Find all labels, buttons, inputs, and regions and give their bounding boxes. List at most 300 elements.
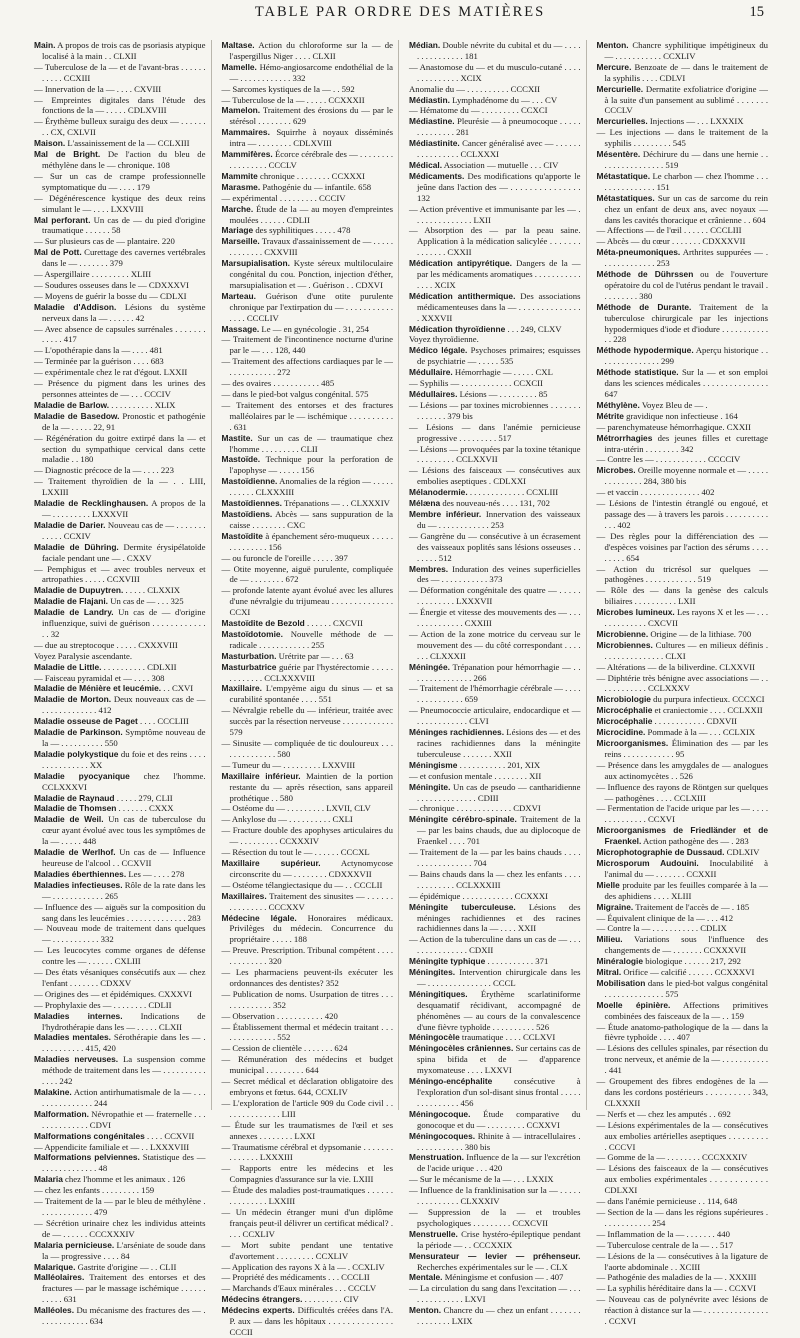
entry-heading: Microcéphalie [596, 716, 653, 727]
index-entry [597, 1196, 769, 1207]
entry-text: — Lésions — provoquées par la toxine tétanique . . . . . . . . . CCLXXVII [409, 443, 581, 465]
index-entry [222, 291, 394, 324]
index-entry [409, 607, 581, 629]
entry-text: Anomalies de la région — . . . . . . . . . . . CLXXXIII [229, 476, 393, 498]
index-entry [34, 945, 206, 967]
entry-text: — Tuberculose de la — . . . . . CCXXXII [221, 94, 365, 105]
entry-text: ou de l'ouverture opératoire du col de l'utérus pendant le travail . . . . . . . . . 380 [604, 269, 769, 301]
entry-heading: Membres. [409, 563, 449, 574]
index-entry [34, 923, 206, 945]
entry-text: Pronostic et pathogénie de la — . . . . . 22, 91 [42, 410, 206, 432]
index-column-1 [34, 40, 212, 1327]
index-entry [34, 476, 206, 498]
index-entry [409, 258, 581, 291]
entry-text: — Traitement de l'incontinence nocturne d'urine par le — . . . 128, 440 [221, 334, 393, 356]
entry-heading: Méningite tuberculeuse. [409, 901, 516, 912]
index-entry [34, 1131, 206, 1142]
index-entry [597, 454, 769, 465]
entry-heading: Maladie de Darier. [34, 519, 106, 530]
index-entry [34, 585, 206, 596]
entry-text: — Observation . . . . . . . . . . . 420 [221, 1010, 338, 1021]
entry-text: — Action de la tuberculine dans un cas de — . . . . . . . . . . . . . . . CDXII [409, 934, 581, 956]
entry-text: — Tuberculose centrale de la — . . 517 [596, 1239, 734, 1250]
index-entry [597, 1294, 769, 1327]
entry-heading: Médicaments. [409, 170, 465, 181]
index-entry [222, 705, 394, 738]
entry-text: — Tuberculose de la — et de l'avant-bras . . . . . . . . . . . CCXIII [34, 61, 206, 83]
entry-text: — Érythème bulleux suraigu des deux — . . . . . . . . CX, CXLVII [34, 116, 206, 138]
index-column-3 [409, 40, 587, 1327]
index-entry [222, 62, 394, 84]
entry-heading: Médico légale. [409, 345, 468, 356]
index-entry [409, 105, 581, 116]
entry-heading: Malformations pelviennes. [34, 1152, 140, 1163]
index-entry [222, 356, 394, 378]
entry-heading: Mammaires. [221, 127, 270, 138]
entry-text: biologique . . . . . . 217, 292 [645, 956, 742, 967]
index-entry [409, 564, 581, 586]
entry-text: — expérimental . . . . . . . . . CCCIV [221, 192, 346, 203]
entry-text: — Absorption des — par la peau saine. Application à la médication salicylée . . . . . . . . . . . . . . CXXII [409, 225, 581, 258]
entry-text: — Traitement de la — par les bains chauds . . . . . . . . . . . . . . . . . 704 [409, 847, 581, 868]
index-entry [222, 1240, 394, 1262]
entry-text: — Ankylose du — . . . . . . . . . . CXLI [221, 814, 353, 825]
index-entry [222, 149, 394, 171]
index-entry [409, 1229, 581, 1251]
entry-heading: Maladie osseuse de Paget [34, 716, 138, 727]
index-entry [34, 716, 206, 727]
entry-heading: Maxillaire inférieur. [221, 770, 301, 781]
entry-heading: Mamelon. [221, 105, 261, 116]
entry-text: des syphilitiques . . . . . 478 [255, 225, 351, 236]
entry-text: — Traitement des entorses et des fractures malléolaires par le — ischémique . . . . . . . . . . . 631 [221, 399, 393, 432]
index-entry [597, 727, 769, 738]
entry-heading: Médullaire. [409, 367, 453, 378]
entry-text: — Syphilis — . . . . . . . . . . . . CCXCII [409, 378, 543, 389]
entry-text: L'empyème aigu du sinus — et sa curabilité spontanée . . . . 551 [229, 683, 394, 705]
index-entry [597, 913, 769, 924]
index-entry [597, 1229, 769, 1240]
index-entry [34, 269, 206, 280]
index-entry [597, 640, 769, 662]
entry-heading: Maladie de Little. [34, 661, 102, 672]
index-entry [222, 40, 394, 62]
entry-text: — Lésions — dans l'anémie pernicieuse progressive . . . . . . . . . 517 [409, 421, 581, 443]
entry-text: — chez les enfants . . . . . . . . . 159 [34, 1185, 155, 1196]
entry-heading: Menstruation. [409, 1152, 464, 1163]
entry-text: — Propriété des médicaments . . . CCCLII [221, 1272, 370, 1283]
entry-text: . . . . . . CXCVII [306, 618, 363, 629]
entry-text: A propos de trois cas de psoriasis atypique localisé à la main . . CLXII [42, 40, 206, 61]
entry-heading: Microorganismes de Friedländer et de Fraenkel. [596, 825, 768, 847]
entry-text: — Pneumococcie articulaire, endocardique et — . . . . . . . . . . . . CLVI [409, 705, 581, 727]
index-entry [597, 967, 769, 978]
entry-text: Nouveau cas de — . . . . . . . . . . . . CCXIV [42, 519, 206, 541]
index-entry [409, 891, 581, 902]
index-entry [34, 749, 206, 771]
entry-heading: Microbiologie [596, 694, 651, 705]
entry-text: . . . . . . . . . . . 371 [487, 956, 549, 967]
entry-text: — La syphilis héréditaire dans la — . CCXVI [596, 1283, 756, 1294]
entry-text: Lésions — . . . . . . . . . 85 [459, 389, 548, 399]
index-entry [222, 760, 394, 771]
entry-heading: Mobilisation [596, 977, 646, 988]
index-entry [597, 1283, 769, 1294]
entry-heading: Médecins experts. [221, 1305, 295, 1316]
entry-text: Action pathogène des — . 283 [642, 836, 749, 847]
index-entry [597, 1240, 769, 1251]
entry-heading: Mariage [221, 225, 254, 236]
index-entry [409, 291, 581, 324]
entry-text: du purpura infectieux. CCCXCI [653, 694, 765, 705]
entry-heading: Médication antithermique. [409, 290, 516, 301]
index-entry [597, 673, 769, 695]
index-column-2 [221, 40, 400, 1337]
entry-text: — Influence des rayons de Röntgen sur quelques — pathogènes . . . . CCLXIII [596, 781, 768, 803]
index-entry [409, 1032, 581, 1043]
entry-text: — Secret médical et déclaration obligatoire des embryons et fœtus. 644, CCXLIV [221, 1076, 393, 1097]
entry-text: — Soudures osseuses dans le — CDXXXVI [34, 279, 189, 290]
entry-text: Curettage des cavernes vertébrales dans le — . . . . . . . 379 [42, 247, 206, 269]
entry-text: chez l'homme et les animaux . 126 [65, 1174, 186, 1185]
entry-text: — Aspergillaire . . . . . . . . . XLIII [34, 269, 152, 280]
entry-heading: Microphotographie de Dussaud. [596, 847, 725, 858]
entry-text: — Dégénérescence kystique des deux reins simulant le — . . . . LXXVIII [34, 192, 206, 214]
index-entry [409, 324, 581, 335]
entry-text: Guérison d'une otite purulente chronique par l'extirpation du — . . . . . . . . . . . . . . . CCCLIV [229, 290, 393, 323]
entry-text: Pommade à la — . . . CCLXIX [647, 727, 756, 738]
entry-text: Symptôme nouveau de la — . . . . . . . . . . 550 [42, 727, 206, 748]
entry-heading: Méthylène. [596, 399, 640, 410]
index-entry [222, 182, 394, 193]
entry-text: — Appendicite familiale et — . . LXXXVIII [34, 1141, 190, 1152]
index-entry [597, 411, 769, 422]
index-entry [222, 193, 394, 204]
index-entry [409, 334, 581, 345]
index-entry [409, 531, 581, 564]
entry-heading: Mamelle. [221, 61, 257, 72]
entry-heading: Mésentère. [596, 149, 641, 160]
entry-text: — Faisceau pyramidal et — . . . . 308 [34, 672, 165, 683]
index-column-4 [596, 40, 769, 1327]
index-entry [222, 891, 394, 913]
index-entry [34, 1011, 206, 1033]
entry-heading: Métastatique. [596, 170, 651, 181]
entry-heading: Masturbation. [221, 650, 277, 661]
entry-text: et craniectomie . . . . CCLXXII [654, 705, 763, 716]
entry-heading: Maladie de Flajani. [34, 596, 109, 607]
entry-heading: Maladie de Dupuytren. [34, 585, 124, 596]
index-entry [222, 1294, 394, 1305]
index-entry [222, 858, 394, 880]
entry-heading: Main. [34, 40, 56, 50]
entry-text: Variations sous l'influence des changements de — . . . . . . . CCXXXVII [604, 934, 768, 956]
index-entry [409, 400, 581, 422]
entry-heading: Mastoïdiens. [221, 508, 273, 519]
index-entry [597, 716, 769, 727]
entry-text: . . . . . CLXXIX [125, 585, 181, 596]
entry-heading: Maladie de Barlow. [34, 399, 110, 410]
entry-text: Association — mutuelle . . . CIV [443, 159, 559, 170]
entry-text: — et confusion mentale . . . . . . . . XII [409, 770, 542, 781]
index-entry [34, 803, 206, 814]
index-entry [222, 1283, 394, 1294]
entry-text: Les rayons X et les — . . . . . . . . . . . . . CXCVII [604, 607, 769, 629]
index-entry [597, 934, 769, 956]
index-entry [34, 989, 206, 1000]
entry-text: — Lésions de l'intestin étranglé ou engoué, et passage des — à travers les parois . . . . . . . . . . . . . 402 [596, 498, 768, 530]
entry-heading: Mastoïdienne. [221, 476, 278, 487]
entry-heading: Méthode de Durante. [596, 301, 692, 312]
entry-heading: Mastite. [221, 432, 253, 443]
index-entry [34, 411, 206, 433]
entry-text: traumatique . . . . CCLXVI [461, 1032, 556, 1043]
entry-heading: Microbienne. [596, 628, 649, 639]
index-entry [34, 498, 206, 520]
index-entry [34, 727, 206, 749]
index-entry [597, 247, 769, 269]
index-entry [409, 1174, 581, 1185]
index-entry [409, 989, 581, 1033]
entry-text: — Marchands d'Eaux minérales . . . CCCLV [221, 1283, 377, 1294]
entry-text: — Fermentation de l'acide urique par les — . . . . . . . . . . . . . . CCXVI [596, 803, 768, 825]
entry-text: — Les leucocytes comme organes de défense contre les — . . . . . . CXLIII [34, 945, 206, 967]
index-entry [222, 1054, 394, 1076]
index-entry [409, 225, 581, 258]
entry-text: — Bains chauds dans la — chez les enfants . . . . . . . . . . . . . CCLXXXIII [409, 868, 581, 890]
index-entry [597, 171, 769, 193]
entry-text: — Origines des — et épidémiques. CXXXVI [34, 988, 193, 999]
entry-text: Lymphadénome du — . . . CV [452, 94, 558, 105]
index-entry [34, 1142, 206, 1153]
index-entry [34, 1218, 206, 1240]
entry-heading: Maladie de Weil. [34, 814, 104, 825]
entry-heading: Marsupialisation. [221, 258, 290, 269]
index-entry [34, 1152, 206, 1174]
entry-heading: Microorganismes. [596, 738, 669, 748]
index-entry [34, 1109, 206, 1131]
index-entry [34, 651, 206, 662]
index-entry [222, 204, 394, 226]
index-entry [409, 498, 581, 509]
entry-text: — due au streptocoque . . . . . CXXXVIII [34, 639, 178, 650]
index-entry [597, 498, 769, 531]
entry-text: Un cas de — Influence heureuse de l'alcool . . CCXVII [42, 847, 206, 868]
index-entry [597, 127, 769, 149]
index-entry [222, 509, 394, 531]
entry-heading: Maladies nerveuses. [34, 1054, 119, 1065]
index-entry [409, 1207, 581, 1229]
index-entry [409, 847, 581, 869]
entry-heading: Mélæna [409, 498, 441, 509]
index-entry [34, 1087, 206, 1109]
entry-text: Maintien de la portion restante du — après résection, sans appareil prothétique . . 580 [229, 770, 393, 803]
entry-heading: Microbiennes. [596, 639, 653, 650]
index-entry [409, 422, 581, 444]
index-entry [34, 902, 206, 924]
entry-text: Sur certains cas de spina bifida et de — d'apparence myxomateuse . . . . LXXVI [417, 1043, 581, 1076]
entry-text: — Ostéome du — . . . . . . . . . LXVII, CLV [221, 803, 371, 814]
index-entry [597, 433, 769, 455]
entry-text: Double névrite du cubital et du — . . . . . . . . . . . . . . . 181 [417, 40, 581, 61]
entry-text: — Énergie et vitesse des mouvements des — . . . . . . . . . . . . . . CXXIII [409, 607, 581, 629]
index-entry [34, 1240, 206, 1262]
entry-text: Kyste séreux multiloculaire congénital du cou. Ponction, injection d'éther, marsupialisation et — . Guérison . . CDXVI [229, 258, 393, 290]
index-entry [222, 476, 394, 498]
index-entry [597, 422, 769, 433]
index-entry [222, 814, 394, 825]
entry-heading: Maladie de Recklinghausen. [34, 498, 149, 509]
entry-text: Rhinite à — intracellulaires . . . . . . . . . . . . 380 bis [417, 1130, 581, 1152]
entry-text: Nouvelle méthode de — radicale . . . . . . . . . . . . 255 [229, 628, 393, 650]
entry-text: — Action de la zone motrice du cerveau sur le mouvement des — du côté correspondant . . . . . . . CLXXXII [409, 628, 581, 661]
entry-text: — Mort subite pendant une tentative d'avortement . . . . . . . . . CCXLIV [221, 1239, 393, 1261]
entry-text: — Inflammation de la — . . . . . . . 440 [596, 1228, 730, 1239]
entry-text: guérie par l'hystérectomie . . . . . . . . . . . . . CCLXXXVIII [229, 661, 393, 683]
entry-heading: Maladie d'Addison. [34, 301, 117, 312]
entry-heading: Menton. [409, 1305, 442, 1316]
entry-text: — Sur plusieurs cas de — plantaire. 220 [34, 236, 175, 247]
index-entry [34, 880, 206, 902]
index-entry [409, 95, 581, 106]
entry-text: — Traumatisme cérébral et dypsomanie . . . . . . . . . . . . . . LXXXIII [221, 1141, 393, 1163]
index-entry [597, 1207, 769, 1229]
entry-text: Trépanation pour hémorrhagie — . . . . . . . . . . . . . . . 266 [417, 661, 581, 683]
entry-heading: Maxillaires. [221, 890, 267, 901]
entry-heading: Maladie de Landry. [34, 607, 114, 618]
index-entry [34, 1000, 206, 1011]
entry-heading: Malaria [34, 1174, 63, 1185]
entry-text: — Rapports entre les médecins et les Compagnies d'assurance sur la vie. LXIII [221, 1163, 393, 1185]
index-entry [597, 607, 769, 629]
entry-text: Traitement des sinusites — . . . . . . . . . . . . . . . CCCXXV [229, 890, 394, 912]
entry-text: Psychoses primaires; esquisses de psychiatrie — . . . . . 535 [417, 345, 581, 367]
index-entry [222, 967, 394, 989]
entry-text: Inoculabilité à l'animal du — . . . . . . . CCXXII [604, 857, 769, 879]
entry-text: — Contre la — . . . . . . . . . . . CDLIX [596, 923, 727, 934]
index-entry [409, 1076, 581, 1109]
index-entry [222, 498, 394, 509]
entry-heading: Mercurielles. [596, 116, 648, 127]
entry-heading: Maladie de Morton. [34, 694, 112, 705]
index-entry [597, 1022, 769, 1044]
entry-heading: Masturbatrice [221, 661, 277, 672]
index-entry [597, 1109, 769, 1120]
entry-heading: Médiastin. [409, 94, 450, 105]
entry-text: Statistique des — . . . . . . . . . . . . . 48 [42, 1152, 206, 1174]
entry-heading: Mentale. [409, 1272, 443, 1283]
entry-text: — Les pharmaciens peuvent-ils exécuter les ordonnances des dentistes? 352 [221, 967, 393, 988]
entry-text: Sur un cas de — traumatique chez l'homme . . . . . . . . . CLII [229, 432, 394, 454]
entry-text: — La circulation du sang dans l'excitation — . . . . . . . . . . . . . . LXVI [409, 1283, 581, 1305]
entry-heading: Microbes lumineux. [596, 607, 675, 618]
index-entry [409, 1131, 581, 1153]
index-entry [34, 967, 206, 989]
index-entry [222, 433, 394, 455]
index-entry [409, 662, 581, 684]
entry-heading: Marche. [221, 203, 254, 214]
page-header [0, 0, 800, 26]
entry-text: Étude comparative du gonocoque et du — . . . . . . . . . CCXXVI [417, 1108, 581, 1130]
index-entry [409, 62, 581, 84]
index-entry [222, 236, 394, 258]
index-entry [409, 84, 581, 95]
index-entry [409, 1043, 581, 1076]
entry-text: du foie et des reins . . . . . . . . . . . . . . . XX [42, 748, 206, 770]
entry-heading: Méningocoque. [409, 1108, 471, 1119]
index-entry [597, 662, 769, 673]
entry-text: — Application des rayons X à la — . CCXLIV [221, 1261, 385, 1272]
entry-text: — Abcès — du cœur . . . . . . . CDXXXVII [596, 236, 746, 247]
index-entry [597, 193, 769, 226]
index-entry [34, 171, 206, 193]
entry-text: Des modifications qu'apporte le jeûne dans l'action des — . . . . . . . . . . . . . . . 132 [417, 170, 581, 203]
entry-text: — chronique . . . . . . . . . . . . . CDXVI [409, 803, 541, 814]
entry-text: — Moyens de guérir la bosse du — CDLXI [34, 290, 187, 301]
entry-text: — Altérations — de la biliverdine. CLXXVII [596, 661, 756, 672]
entry-text: chez l'homme. CCLXXXVI [42, 770, 206, 792]
entry-heading: Malakine. [34, 1087, 72, 1097]
index-entry [34, 378, 206, 400]
index-entry [597, 782, 769, 804]
entry-heading: Méningocèles crâniennes. [409, 1043, 514, 1054]
index-entry [34, 1032, 206, 1054]
index-entry [222, 1272, 394, 1283]
entry-text: Voyez thyroïdienne. [409, 334, 479, 345]
entry-heading: Médiastine. [409, 116, 455, 127]
entry-heading: Maladies infectieuses. [34, 879, 123, 890]
entry-heading: Méningite cérébro-spinale. [409, 814, 517, 825]
index-entry [409, 345, 581, 367]
entry-heading: Marteau. [221, 290, 256, 301]
entry-heading: Méningocoques. [409, 1130, 476, 1141]
index-entry [222, 825, 394, 847]
entry-text: Du mécanisme des fractures des — . . . . . . . . . . . . 634 [42, 1305, 206, 1327]
entry-text: Intervention chirurgicale dans les — . . . . . . . . . . . . . . . CCCL [417, 967, 581, 988]
index-entry [222, 334, 394, 356]
entry-text: Voyez Paralysie ascendante. [34, 650, 133, 661]
entry-text: Traitement de la — par les bains chauds, due au diplocoque de Fraenkel . . . . 701 [417, 814, 581, 847]
entry-text: L'assainissement de la — CCLXIII [67, 138, 190, 149]
index-entry [222, 629, 394, 651]
entry-text: — Empreintes digitales dans l'étude des fonctions de la — . . . . . CDLXVIII [34, 94, 206, 116]
index-entry [34, 662, 206, 673]
entry-text: — Prophylaxie des — . . . . . . . . CDLII [34, 999, 172, 1010]
entry-text: . . . . . . . . . . . . CDXVII [654, 716, 738, 727]
index-entry [34, 400, 206, 411]
entry-text: . . . . . . . CXXX [118, 803, 174, 814]
entry-heading: Mielle [596, 879, 620, 890]
entry-text: Voyez Bleu de — . [641, 399, 708, 410]
index-entry [222, 618, 394, 629]
entry-heading: Marasme. [221, 181, 261, 192]
entry-text: Les — . . . . 278 [128, 868, 185, 879]
entry-heading: Microcidine. [596, 727, 646, 738]
entry-heading: Médecins étrangers. [221, 1294, 303, 1305]
entry-heading: Microsporum Audouini. [596, 857, 699, 868]
index-entry [34, 683, 206, 694]
index-entry [409, 585, 581, 607]
index-entry [597, 825, 769, 847]
index-entry [597, 1076, 769, 1109]
entry-text: Chancre du — chez un enfant . . . . . . . . . . . . . . . LXIX [417, 1305, 581, 1327]
entry-text: Dermatite exfoliatrice d'origine — à la suite d'un pansement au sublimé . . . . . . . CCCLV [604, 83, 768, 116]
entry-heading: Menton. [596, 40, 629, 50]
entry-heading: Malaria pernicieuse. [34, 1239, 115, 1250]
entry-heading: Menstruelle. [409, 1228, 458, 1239]
index-entry [34, 138, 206, 149]
index-entry [597, 705, 769, 716]
